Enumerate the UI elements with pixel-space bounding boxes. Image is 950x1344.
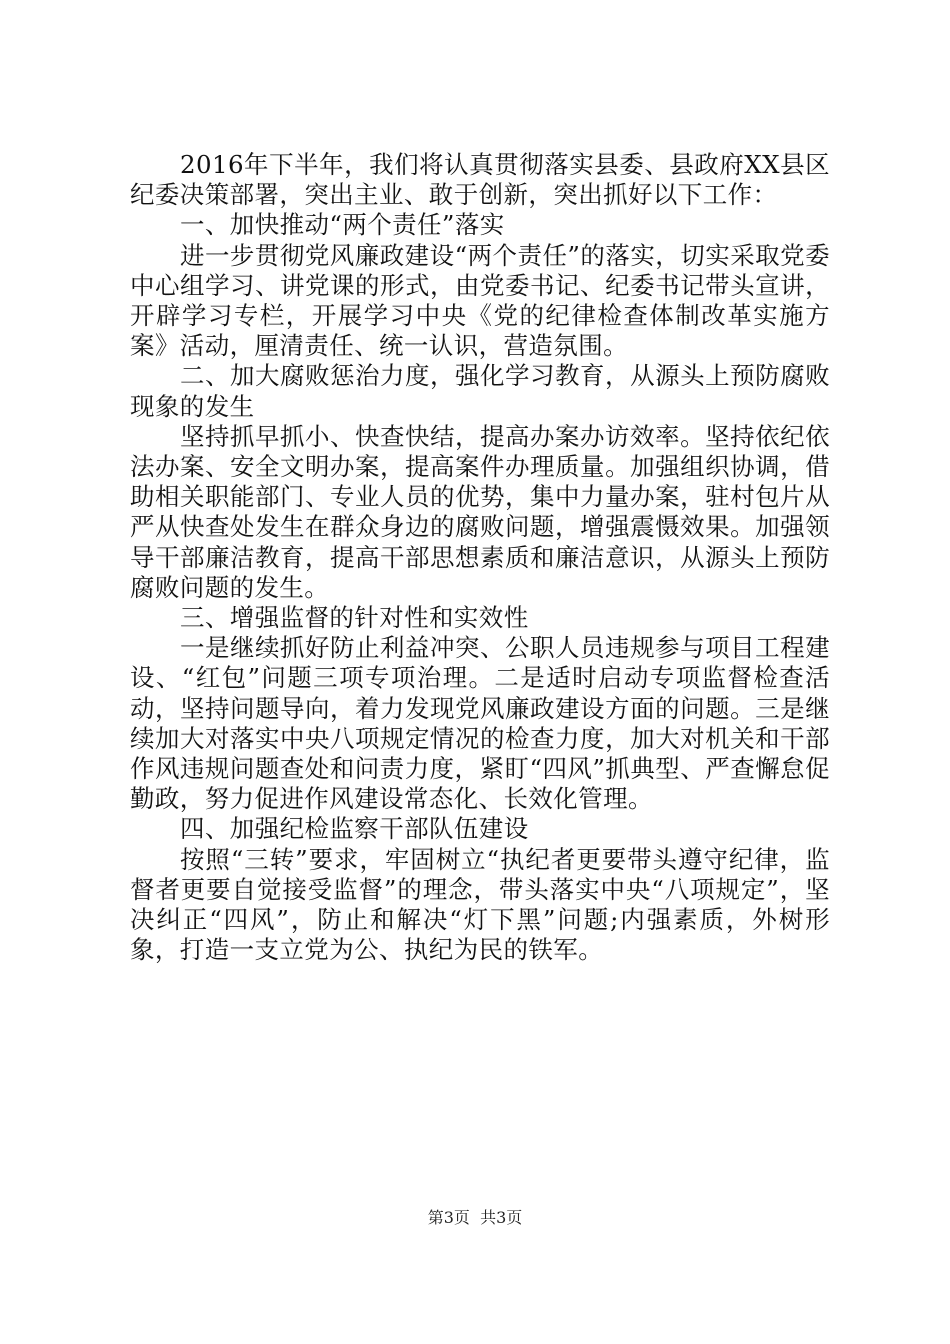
page-footer bbox=[0, 1208, 950, 1228]
intro-paragraph: 2016年下半年，我们将认真贯彻落实县委、县政府XX县区纪委决策部署，突出主业、敢于创新，突出抓好以下工作： bbox=[130, 150, 830, 210]
section-heading-2: 二、加大腐败惩治力度，强化学习教育，从源头上预防腐败现象的发生 bbox=[130, 361, 830, 421]
section-heading-1: 一、加快推动“两个责任”落实 bbox=[180, 210, 505, 240]
section-body-3: 一是继续抓好防止利益冲突、公职人员违规参与项目工程建设、“红包”问题三项专项治理。二是适时启动专项监督检查活动，坚持问题导向，着力发现党风廉政建设方面的问题。三是继续加大对落实中央八项规定情况的检查力度，加大对机关和干部作风违规问题查处和问责力度，紧盯“四风”抓典型、严查懈怠促勤政，努力促进作风建设常态化、长效化管理。 bbox=[130, 633, 830, 814]
section-body-2: 坚持抓早抓小、快查快结，提高办案办访效率。坚持依纪依法办案、安全文明办案，提高案件办理质量。加强组织协调，借助相关职能部门、专业人员的优势，集中力量办案，驻村包片从严从快查处发生在群众身边的腐败问题，增强震慑效果。加强领导干部廉洁教育，提高干部思想素质和廉洁意识，从源头上预防腐败问题的发生。 bbox=[130, 421, 830, 602]
section-body-4: 按照“三转”要求，牢固树立“执纪者更要带头遵守纪律，监督者更要自觉接受监督”的理念，带头落实中央“八项规定”，坚决纠正“四风”，防止和解决“灯下黑”问题;内强素质，外树形象，打造一支立党为公、执纪为民的铁军。 bbox=[130, 844, 830, 965]
section-body-1: 进一步贯彻党风廉政建设“两个责任”的落实，切实采取党委中心组学习、讲党课的形式，由党委书记、纪委书记带头宣讲，开辟学习专栏，开展学习中央《党的纪律检查体制改革实施方案》活动，厘清责任、统一认识，营造氛围。 bbox=[130, 240, 830, 361]
page-number: 第3页 bbox=[427, 1208, 470, 1227]
section-heading-3: 三、增强监督的针对性和实效性 bbox=[180, 603, 529, 633]
document-body bbox=[130, 150, 830, 965]
section-heading-4: 四、加强纪检监察干部队伍建设 bbox=[180, 814, 529, 844]
page-total: 共3页 bbox=[480, 1208, 523, 1227]
